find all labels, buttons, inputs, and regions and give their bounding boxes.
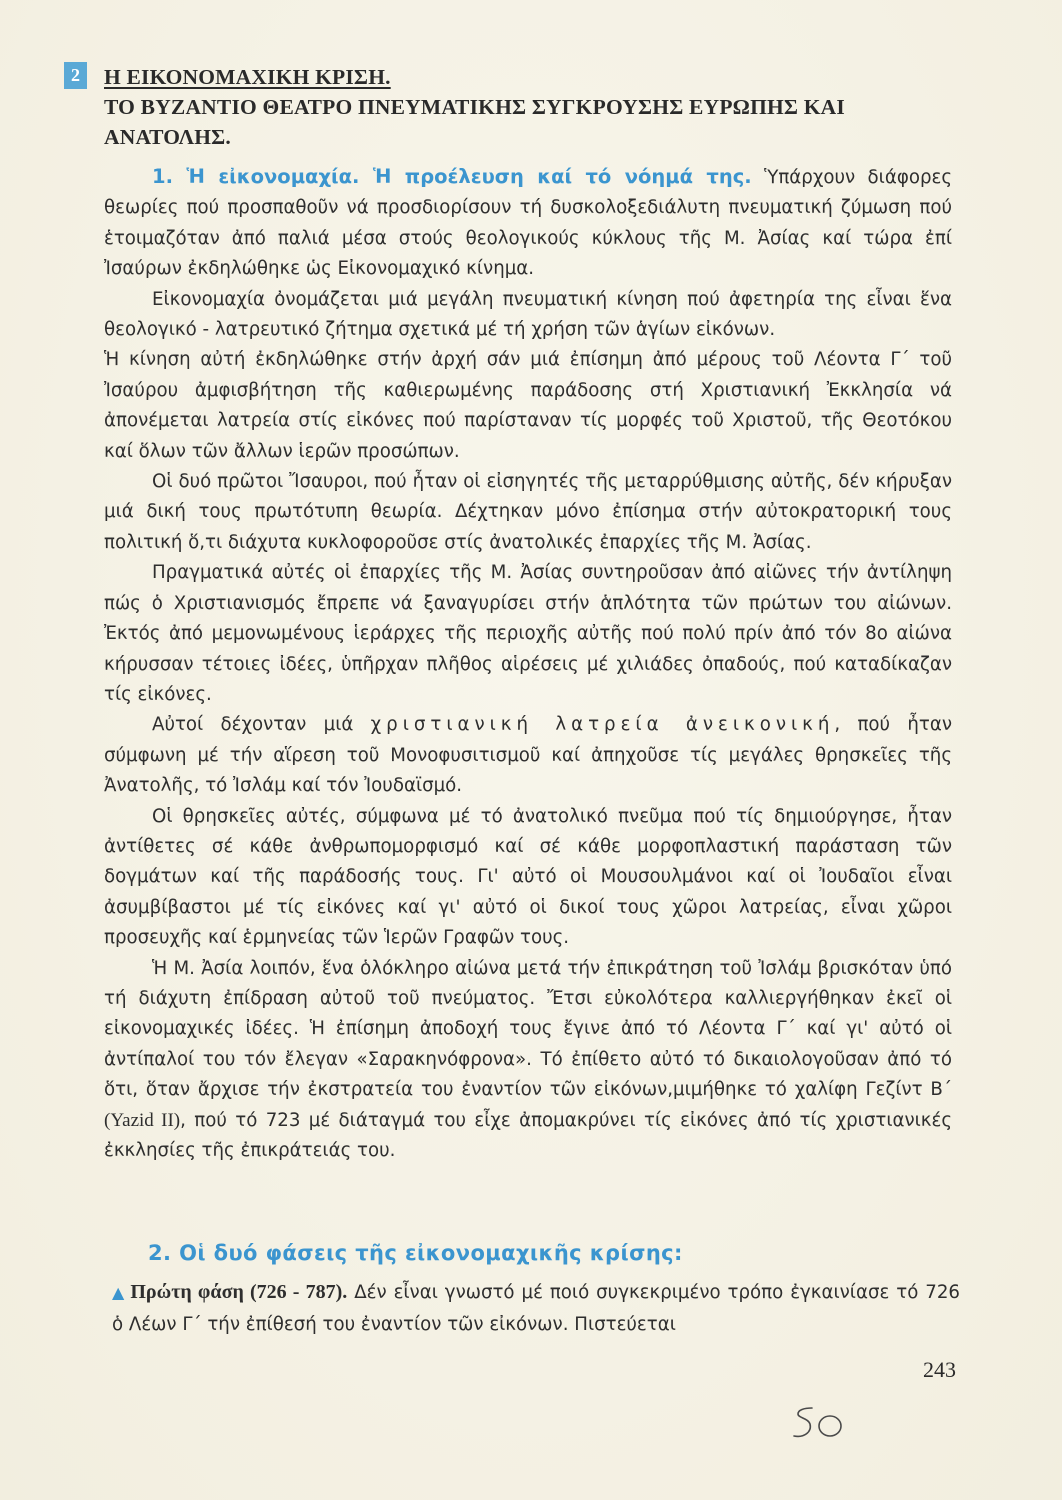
- section-2: [104, 1236, 964, 1341]
- chapter-title-line-2: ΤΟ ΒΥΖΑΝΤΙΟ ΘΕΑΤΡΟ ΠΝΕΥΜΑΤΙΚΗΣ ΣΥΓΚΡΟΥΣΗΣ ΕΥΡΩΠΗΣ ΚΑΙ: [104, 95, 845, 119]
- triangle-bullet-icon: ▲: [112, 1283, 125, 1302]
- section-1-body: [104, 162, 952, 1166]
- paragraph-4: Οἱ δυό πρῶτοι Ἴσαυροι, πού ἦταν οἱ εἰσηγητές τῆς μεταρρύθμισης αὐτῆς, δέν κήρυξαν μιά δική τους πρωτότυπη θεωρία. Δέχτηκαν μόνο ἐπίσημα στήν αὐτοκρατορική τους πολιτική ὅ,τι διάχυτα κυκλοφοροῦσε στίς ἀνατολικές ἐπαρχίες τῆς Μ. Ἀσίας.: [104, 471, 952, 553]
- chapter-title-line-3: ΑΝΑΤΟΛΗΣ.: [104, 125, 231, 149]
- phase-1-label: Πρώτη φάση (726 - 787).: [130, 1281, 348, 1303]
- paragraph-8-start: Ἡ Μ. Ἀσία λοιπόν, ἕνα ὁλόκληρο αἰώνα μετά τήν ἐπικράτηση τοῦ Ἰσλάμ βρισκόταν ὑπό τή διάχυτη ἐπίδραση αὐτοῦ τοῦ πνεύματος. Ἔτσι εὐκολότερα καλλιεργήθηκαν ἐκεῖ οἱ εἰκονομαχικές ἰδέες. Ἡ ἐπίσημη ἀποδοχή τους ἔγινε ἀπό τό Λέοντα Γ΄ καί γι' αὐτό οἱ ἀντίπαλοί του τόν ἔλεγαν «Σαρακηνόφρονα». Τό ἐπίθετο αὐτό τό δικαιολογοῦσαν ἀπό τό ὅτι, ὅταν ἄρχισε τήν ἐκστρατεία του ἐναντίον τῶν εἰκόνων,μιμήθηκε τό χαλίφη Γεζίντ Β΄: [104, 957, 952, 1101]
- paragraph-5: Πραγματικά αὐτές οἱ ἐπαρχίες τῆς Μ. Ἀσίας συντηροῦσαν ἀπό αἰῶνες τήν ἀντίληψη πώς ὁ Χριστιανισμός ἔπρεπε νά ξαναγυρίσει στήν ἁπλότητα τῶν πρώτων του αἰώνων. Ἐκτός ἀπό μεμονωμένους ἱεράρχες τῆς περιοχῆς αὐτῆς πού πολύ πρίν ἀπό τόν 8ο αἰώνα κήρυσσαν τέτοιες ἰδέες, ὑπῆρχαν πλῆθος αἱρέσεις μέ χιλιάδες ὀπαδούς, πού καταδίκαζαν τίς εἰκόνες.: [104, 562, 952, 705]
- paragraph-6: [104, 710, 952, 801]
- paragraph-8-rest: , πού τό 723 μέ διάταγμά του εἶχε ἀπομακρύνει τίς εἰκόνες ἀπό τίς χριστιανικές ἐκκλησίες τῆς ἐπικράτειάς του.: [104, 1109, 952, 1161]
- paragraph-6-rest: , πού ἦταν σύμφωνη μέ τήν αἵρεση τοῦ Μονοφυσιτισμοῦ καί ἀπηχοῦσε τίς μεγάλες θρησκεῖες τῆς Ἀνατολῆς, τό Ἰσλάμ καί τόν Ἰουδαϊσμό.: [104, 714, 952, 797]
- phase-1-text: Δέν εἶναι γνωστό μέ ποιό συγκεκριμένο τρόπο ἐγκαινίασε τό 726 ὁ Λέων Γ΄ τήν ἐπίθεσή του ἐναντίον τῶν εἰκόνων. Πιστεύεται: [112, 1282, 960, 1335]
- paragraph-1-text: Ὑπάρχουν διάφορες θεωρίες πού προσπαθοῦν νά προσδιορίσουν τή δυσκολοξεδιάλυτη πνευματική ζύμωση πού ἑτοιμαζόταν ἀπό παλιά μέσα στούς θεολογικούς κύκλους τῆς Μ. Ἀσίας καί τώρα ἐπί Ἰσαύρων ἐκδηλώθηκε ὡς Εἰκονομαχικό κίνημα.: [104, 167, 952, 280]
- chapter-number-badge: 2: [64, 62, 87, 89]
- chapter-title-block: [104, 62, 984, 152]
- paragraph-8-latin: (Yazid II): [104, 1109, 181, 1131]
- section-2-heading: 2. Οἱ δυό φάσεις τῆς εἰκονομαχικῆς κρίσης:: [148, 1241, 683, 1265]
- phase-1-paragraph: [112, 1276, 960, 1341]
- paragraph-3: Ἡ κίνηση αὐτή ἐκδηλώθηκε στήν ἀρχή σάν μιά ἐπίσημη ἀπό μέρους τοῦ Λέοντα Γ΄ τοῦ Ἰσαύρου ἀμφισβήτηση τῆς καθιερωμένης παράδοσης στή Χριστιανική Ἐκκλησία νά ἀπονέμεται λατρεία στίς εἰκόνες πού παρίσταναν τίς μορφές τοῦ Χριστοῦ, τῆς Θεοτόκου καί ὅλων τῶν ἄλλων ἱερῶν προσώπων.: [104, 349, 952, 462]
- handwritten-annotation-icon: [790, 1402, 850, 1446]
- paragraph-6-emphasis: χριστιανική λατρεία ἀνεικονική: [370, 714, 835, 736]
- paragraph-1: [104, 162, 952, 285]
- paragraph-6-start: Αὐτοί δέχονταν μιά: [152, 714, 371, 736]
- page-number: 243: [923, 1357, 956, 1382]
- paragraph-8: [104, 954, 952, 1167]
- section-1-heading: 1. Ἡ εἰκονομαχία. Ἡ προέλευση καί τό νόημά της.: [152, 165, 752, 188]
- chapter-title-line-1: Η ΕΙΚΟΝΟΜΑΧΙΚΗ ΚΡΙΣΗ.: [104, 65, 391, 89]
- paragraph-7: Οἱ θρησκεῖες αὐτές, σύμφωνα μέ τό ἀνατολικό πνεῦμα πού τίς δημιούργησε, ἦταν ἀντίθετες σέ κάθε ἀνθρωπομορφισμό καί σέ κάθε μορφοπλαστική παράσταση τῶν δογμάτων καί τῆς παράδοσής τους. Γι' αὐτό οἱ Μουσουλμάνοι καί οἱ Ἰουδαῖοι εἶναι ἀσυμβίβαστοι μέ τίς εἰκόνες καί γι' αὐτό οἱ δικοί τους χῶροι λατρείας, εἶναι χῶροι προσευχῆς καί ἑρμηνείας τῶν Ἱερῶν Γραφῶν τους.: [104, 805, 952, 949]
- paragraph-2: Εἰκονομαχία ὀνομάζεται μιά μεγάλη πνευματική κίνηση πού ἀφετηρία της εἶναι ἕνα θεολογικό - λατρευτικό ζήτημα σχετικά μέ τή χρήση τῶν ἁγίων εἰκόνων.: [104, 288, 952, 341]
